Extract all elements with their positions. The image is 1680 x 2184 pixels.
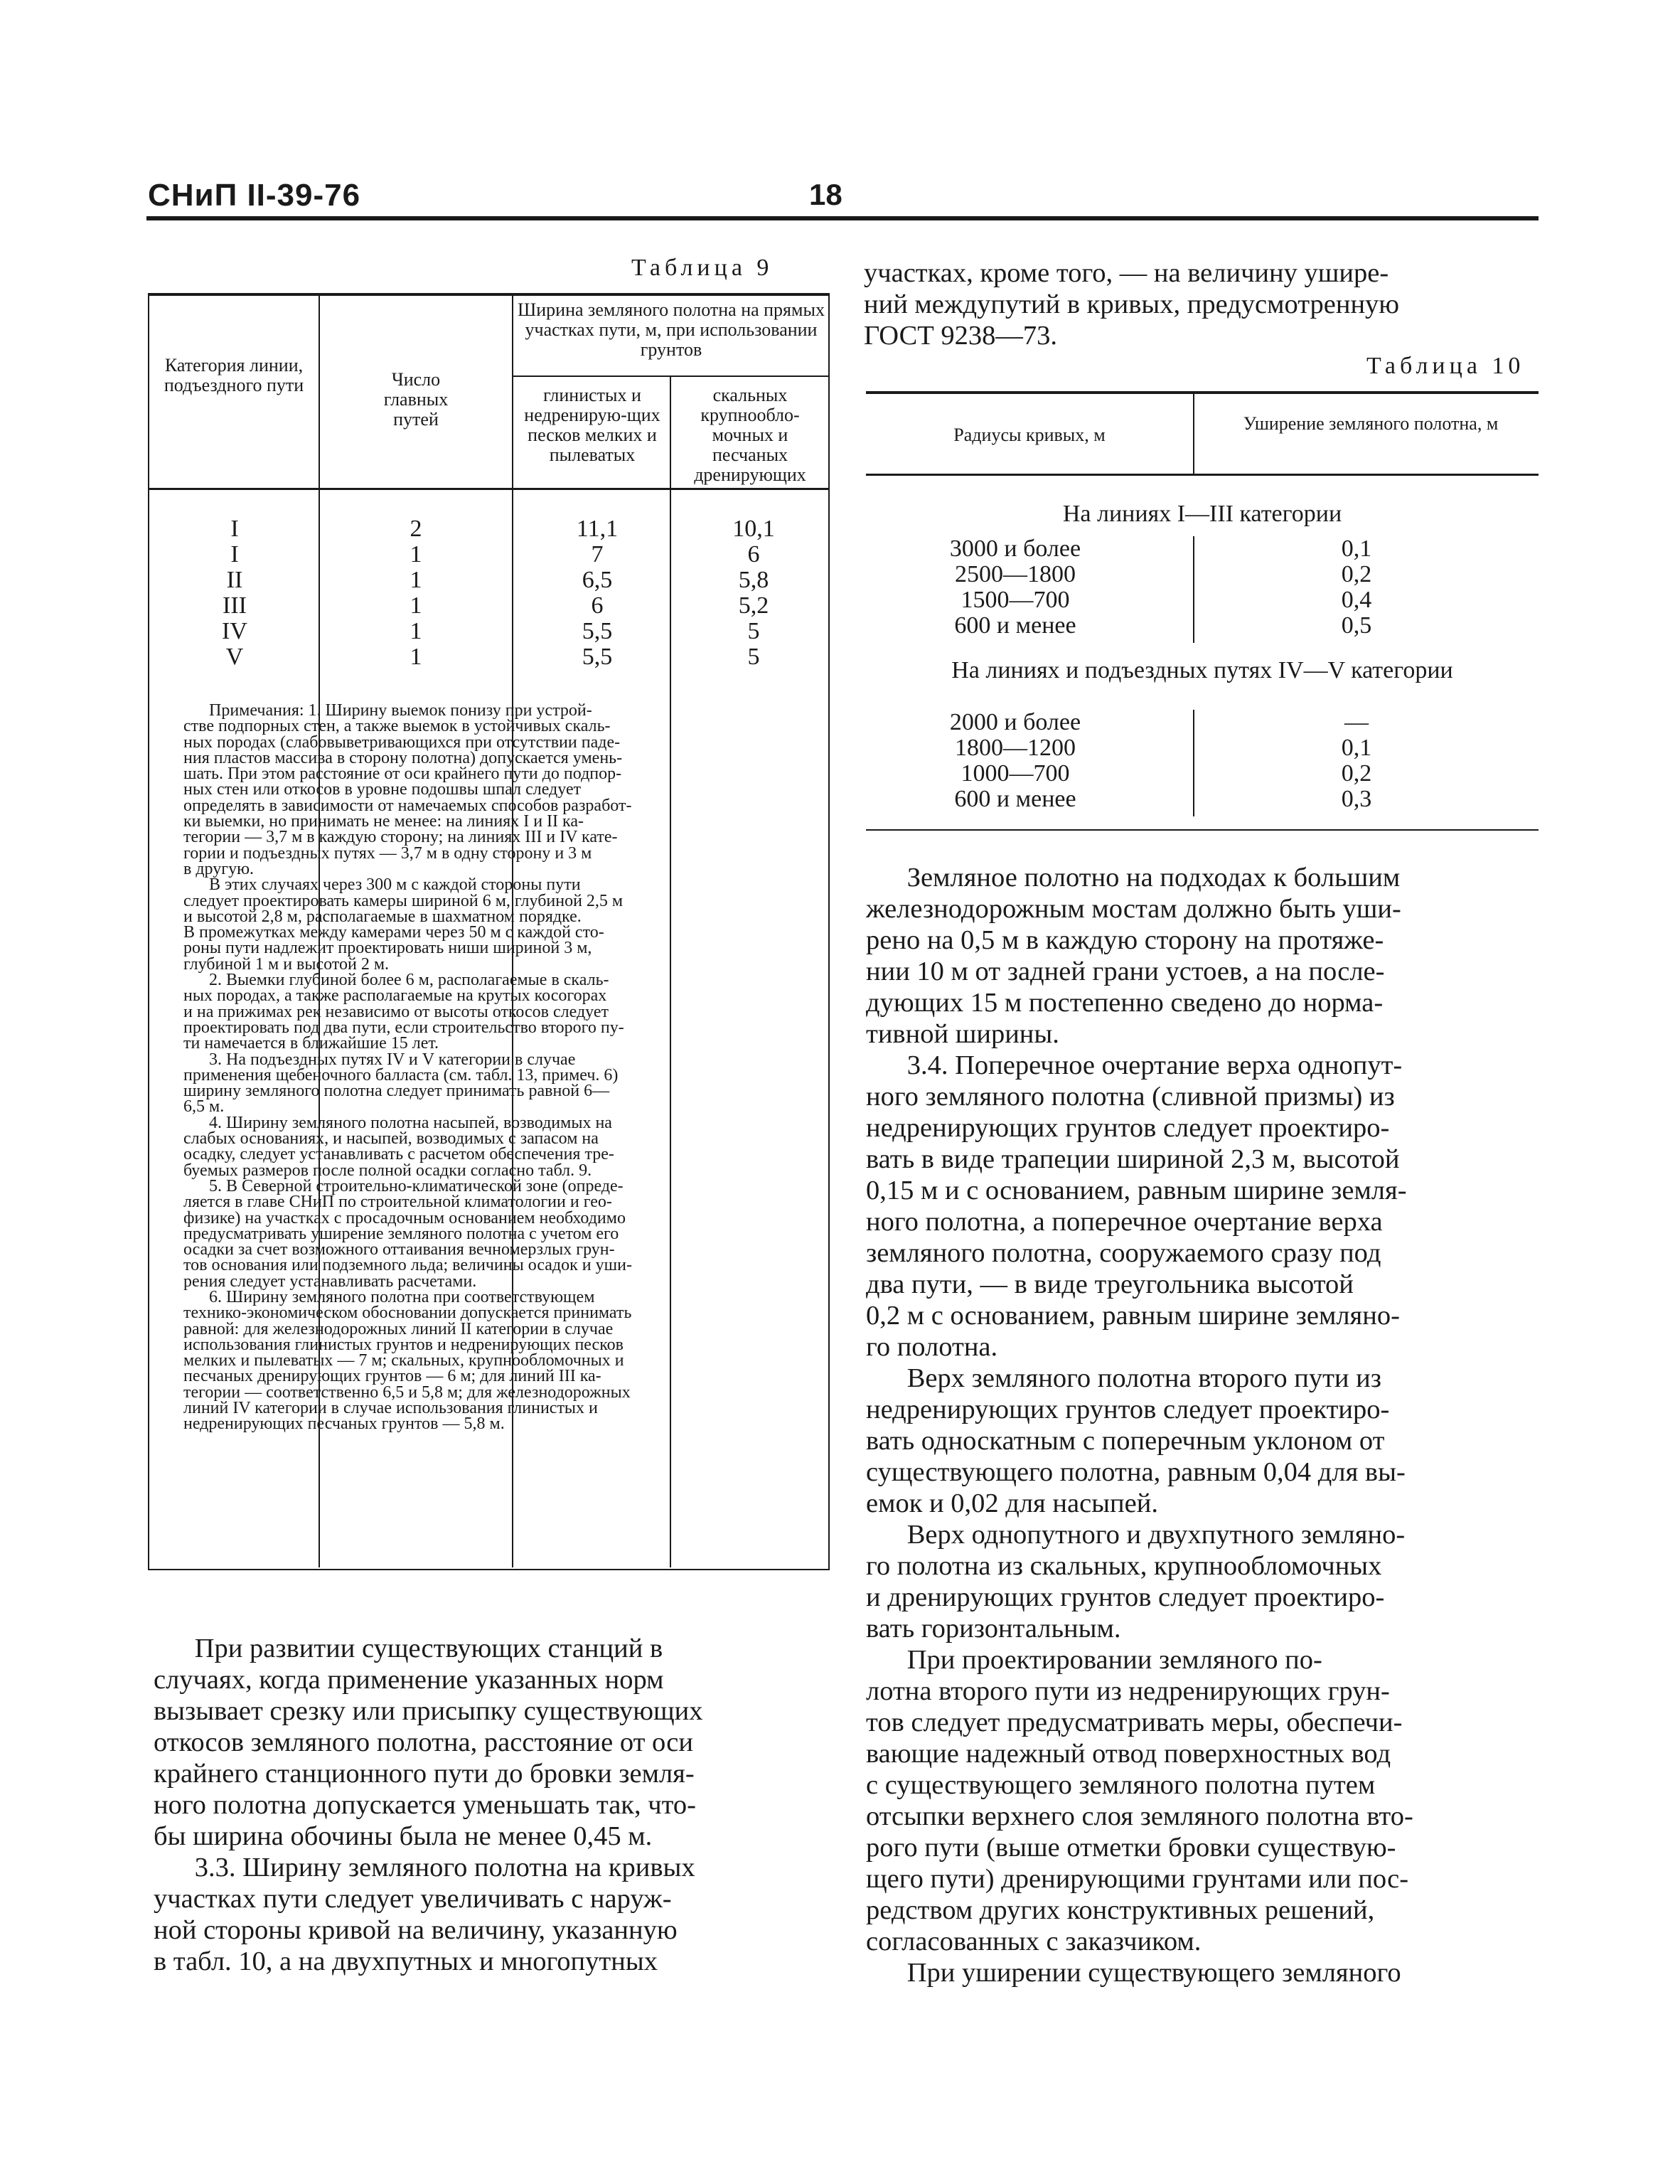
table9-cell: 7 bbox=[591, 541, 604, 568]
table9-cell: V bbox=[225, 644, 244, 670]
table10-widen-2 bbox=[1321, 710, 1392, 812]
table9-cell: III bbox=[223, 592, 247, 619]
table10-cell: 0,1 bbox=[1341, 735, 1372, 761]
table10-col-radius: Радиусы кривых, м bbox=[953, 425, 1106, 445]
page-number: 18 bbox=[809, 178, 842, 211]
table10-cell: 600 и менее bbox=[954, 612, 1076, 639]
table10-cell: 0,3 bbox=[1341, 786, 1372, 812]
table10-widen-1 bbox=[1321, 536, 1392, 639]
table9-cell: 5 bbox=[747, 618, 760, 644]
table9-width-rock bbox=[711, 516, 796, 670]
table10-cell: 2000 и более bbox=[949, 709, 1081, 735]
table9-cell: 1 bbox=[410, 618, 422, 644]
table9-cell: 6 bbox=[747, 541, 760, 568]
table10-radii-1 bbox=[916, 536, 1115, 639]
table9-cell: 5 bbox=[747, 644, 760, 670]
table10-cell: 1800—1200 bbox=[955, 735, 1076, 761]
table10-cell: 0,2 bbox=[1341, 561, 1372, 587]
document-code: СНиП II-39-76 bbox=[148, 178, 361, 213]
table9-tracks bbox=[377, 516, 455, 670]
body-text-right: Земляное полотно на подходах к большим железнодорожным мостам должно быть уши- рено на 0,5 м в каждую сторону на протяже- нии 10 м от задней грани устоев, а на после- дующих 15 м постепенно сведено до норма- тивной ширины. 3.4. Поперечное очертание верха однопут- ного земляного полотна (сливной призмы) из недренирующих грунтов следует проектиро- вать в виде трапеции шириной 2,3 м, высотой 0,15 м и с основанием, равным ширине земля- ного полотна, а поперечное очертание верха земляного полотна, сооружаемого сразу под два пути, — в виде треугольника высотой 0,2 м с основанием, равным ширине земляно- го полотна. Верх земляного полотна второго пути из недренирующих грунтов следует проектиро- вать односкатным с поперечным уклоном от существующего полотна, равным 0,04 для вы- емок и 0,02 для насыпей. Верх однопутного и двухпутного земляно- го полотна из скальных, крупнообломочных и дренирующих грунтов следует проектиро- вать горизонтальным. При проектировании земляного по- лотна второго пути из недренирующих грун- тов следует предусматривать меры, обеспечи- вающие надежный отвод поверхностных вод с существующего земляного полотна путем отсыпки верхнего слоя земляного полотна вто- рого пути (выше отметки бровки существую- щего пути) дренирующими грунтами или пос- редством других конструктивных решений, согласованных с заказчиком. При уширении существующего земляного bbox=[866, 863, 1413, 1988]
table9-cell: 1 bbox=[410, 541, 422, 568]
table9-cell: I bbox=[230, 516, 239, 542]
table9-cell: IV bbox=[222, 618, 247, 644]
table9-cell: 5,2 bbox=[738, 592, 769, 619]
table10-header-rule bbox=[866, 474, 1539, 476]
table10-cell: — bbox=[1344, 709, 1369, 735]
table10-radii-2 bbox=[916, 710, 1115, 812]
table9-cell: II bbox=[226, 567, 243, 593]
table9-cell: 1 bbox=[410, 592, 422, 619]
table10-divider bbox=[1193, 536, 1194, 643]
table9-col-width-group: Ширина земляного полотна на прямых участках пути, м, при использовании грунтов bbox=[518, 299, 825, 360]
table10-cell: 0,5 bbox=[1341, 612, 1372, 639]
table9-col-clay: глинистых и недренирую-щих песков мелких и пылеватых bbox=[524, 385, 660, 465]
table9-cell: 5,5 bbox=[582, 618, 613, 644]
table10-cell: 0,2 bbox=[1341, 760, 1372, 787]
table9-notes: Примечания: 1. Ширину выемок понизу при устрой- стве подпорных стен, а также выемок в устойчивых скаль- ных породах (слабовыветривающихся при отсутствии паде- ния пластов массива в сторону полотна) допускается умень- шать. При этом расстояние от оси крайнего пути до подпор- ных стен или откосов в уровне подошвы шпал следует определять в зависимости от намечаемых способов разработ- ки выемки, но принимать не менее: на линиях I и II ка- тегории — 3,7 м в каждую сторону; на линиях III и IV кате- гории и подъездных путях — 3,7 м в одну сторону и 3 м в другую. В этих случаях через 300 м с каждой стороны пути следует проектировать камеры шириной 6 м, глубиной 2,5 м и высотой 2,8 м, располагаемые в шахматном порядке. В промежутках между камерами через 50 м с каждой сто- роны пути надлежит проектировать ниши шириной 3 м, глубиной 1 м и высотой 2 м. 2. Выемки глубиной более 6 м, располагаемые в скаль- ных породах, а также располагаемые на крутых косогорах и на прижимах рек независимо от высоты откосов следует проектировать под два пути, если строительство второго пу- ти намечается в ближайшие 15 лет. 3. На подъездных путях IV и V категории в случае применения щебеночного балласта (см. табл. 13, примеч. 6) ширину земляного полотна следует принимать равной 6— 6,5 м. 4. Ширину земляного полотна насыпей, возводимых на слабых основаниях, и насыпей, возводимых с запасом на осадку, следует устанавливать с расчетом обеспечения тре- буемых размеров после полной осадки согласно табл. 9. 5. В Северной строительно-климатической зоне (опреде- ляется в главе СНиП по строительной климатологии и гео- физике) на участках с просадочным основанием необходимо предусматривать уширение земляного полотна с учетом его осадки за счет возможного оттаивания вечномерзлых грун- тов основания или подземного льда; величины осадок и уши- рения следует устанавливать расчетами. 6. Ширину земляного полотна при соответствующем технико-экономическом обосновании допускается принимать равной: для железнодорожных линий II категории в случае использования глинистых грунтов и недренирующих песков мелких и пылеватых — 7 м; скальных, крупнообломочных и песчаных дренирующих грунтов — 6 м; для линий III ка- тегории — соответственно 6,5 и 5,8 м; для железнодорожных линий IV категории в случае использования глинистых и недренирующих песчаных грунтов — 5,8 м. bbox=[183, 701, 632, 1434]
table9-width-clay bbox=[555, 516, 640, 670]
table9-cell: 11,1 bbox=[576, 516, 619, 542]
table10 bbox=[866, 391, 1539, 831]
table10-divider bbox=[1193, 710, 1194, 816]
table9-cell: 1 bbox=[410, 644, 422, 670]
table9-col-tracks: Число главных путей bbox=[383, 369, 449, 430]
body-text-right-top: участках, кроме того, — на величину ушире- ний междупутий в кривых, предусмотренную ГОСТ 9238—73. bbox=[864, 258, 1400, 351]
table9-col-category: Категория линии, подъездного пути bbox=[164, 355, 304, 395]
table9-subheader-rule bbox=[512, 375, 828, 377]
table9-cell: 6,5 bbox=[582, 567, 613, 593]
table10-cell: 2500—1800 bbox=[955, 561, 1076, 587]
table10-cell: 0,1 bbox=[1341, 536, 1372, 562]
table10-col-widening: Уширение земляного полотна, м bbox=[1243, 413, 1499, 434]
header-rule bbox=[146, 216, 1539, 220]
table9-cell: 6 bbox=[591, 592, 604, 619]
table10-section-2: На линиях и подъездных путях IV—V категории bbox=[951, 657, 1453, 683]
table10-cell: 3000 и более bbox=[949, 536, 1081, 562]
body-text-left: При развитии существующих станций в случаях, когда применение указанных норм вызывает срезку или присыпку существующих откосов земляного полотна, расстояние от оси крайнего станционного пути до бровки земля- ного полотна допускается уменьшать так, что- бы ширина обочины была не менее 0,45 м. 3.3. Ширину земляного полотна на кривых участках пути следует увеличивать с наруж- ной стороны кривой на величину, указанную в табл. 10, а на двухпутных и многопутных bbox=[154, 1634, 703, 1976]
table10-section-1: На линиях I—III категории bbox=[1062, 501, 1342, 527]
table9-cell: 5,5 bbox=[582, 644, 613, 670]
table10-cell: 1500—700 bbox=[961, 587, 1070, 613]
table9-cell: 2 bbox=[410, 516, 422, 542]
table9-title: Таблица 9 bbox=[631, 255, 774, 281]
table10-title: Таблица 10 bbox=[1366, 353, 1525, 379]
table9-header-rule bbox=[149, 488, 828, 490]
table9-cell: 5,8 bbox=[738, 567, 769, 593]
table10-cell: 600 и менее bbox=[954, 786, 1076, 812]
table10-divider bbox=[1193, 394, 1194, 474]
table9-cell: 10,1 bbox=[732, 516, 775, 542]
table9-cell: 1 bbox=[410, 567, 422, 593]
table9-cell: I bbox=[230, 541, 239, 568]
table9-categories bbox=[178, 516, 291, 670]
table10-cell: 0,4 bbox=[1341, 587, 1372, 613]
table9-col-rock: скальных крупнообло-мочных и песчаных дренирующих bbox=[694, 385, 806, 485]
table10-cell: 1000—700 bbox=[961, 760, 1070, 787]
